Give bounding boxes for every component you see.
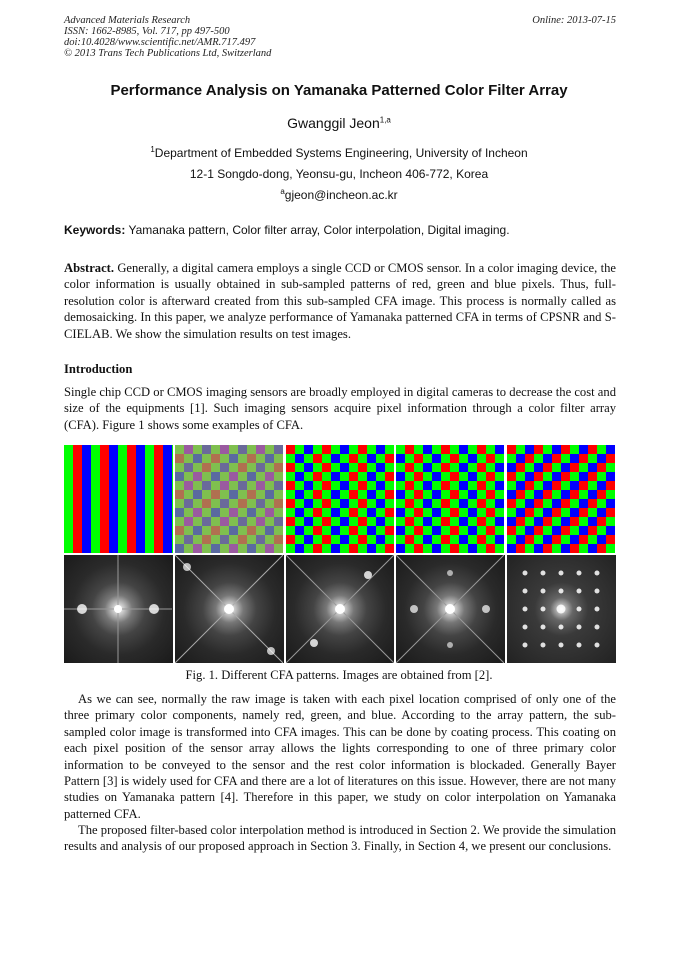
introduction-heading: Introduction — [64, 362, 133, 376]
affiliation-dept — [0, 146, 678, 160]
issn-line: ISSN: 1662-8985, Vol. 717, pp 497-500 — [64, 26, 230, 37]
keywords-label: Keywords: — [64, 223, 126, 237]
fft-spectrum-3 — [286, 555, 395, 663]
journal-header — [64, 15, 616, 59]
intro-paragraph-1: Single chip CCD or CMOS imaging sensors are broadly employed in digital cameras to decrease the cost and size of the equipments [1]. Such imaging sensors acquire pixel information through a color filter array (CFA). Figure 1 shows some examples of CFA. — [64, 385, 616, 432]
author — [0, 115, 678, 131]
fft-spectrum-2 — [175, 555, 284, 663]
abstract-paragraph — [64, 260, 616, 342]
cfa-diagonal-stripe-pattern — [507, 445, 616, 553]
online-date: Online: 2013-07-15 — [532, 15, 616, 26]
keywords — [64, 223, 616, 237]
figure-1 — [64, 445, 616, 661]
intro-paragraph-3: The proposed filter-based color interpolation method is introduced in Section 2. We provide the simulation results and analysis of our proposed approach in Section 3. Finally, in Section 4, we present our conclusions. — [64, 823, 616, 854]
keywords-text: Yamanaka pattern, Color filter array, Color interpolation, Digital imaging. — [128, 223, 510, 237]
abstract-text: Generally, a digital camera employs a single CCD or CMOS sensor. In a color imaging device, the color information is usually obtained in sub-sampled patterns of red, green and blue pixels. Thus, full-resolution color is afterward created from this sub-sampled CFA image. This process is normally called as demosaicking. In this paper, we analyze performance of Yamanaka patterned CFA in terms of CPSNR and S-CIELAB. We show the simulation results on test images. — [64, 261, 616, 341]
journal-name: Advanced Materials Research — [64, 15, 191, 26]
copyright-line: © 2013 Trans Tech Publications Ltd, Switzerland — [64, 48, 272, 59]
email-text: gjeon@incheon.ac.kr — [284, 188, 398, 202]
fft-spectrum-5 — [507, 555, 616, 663]
affiliation-sup: 1 — [150, 145, 155, 154]
figure-caption: Fig. 1. Different CFA patterns. Images are obtained from [2]. — [185, 668, 493, 682]
fft-spectrum-4 — [396, 555, 505, 663]
cfa-stripe-pattern — [64, 445, 173, 553]
cfa-diagonal-pattern — [175, 445, 284, 553]
affiliation-address: 12-1 Songdo-dong, Yeonsu-gu, Incheon 406-772, Korea — [189, 167, 489, 181]
cfa-bayer-pattern — [286, 445, 395, 553]
paper-title: Performance Analysis on Yamanaka Patterned Color Filter Array — [110, 82, 568, 99]
email-sup: a — [280, 187, 285, 196]
author-name: Gwanggil Jeon — [287, 115, 380, 131]
abstract-label: Abstract. — [64, 261, 115, 275]
fft-spectrum-1 — [64, 555, 173, 663]
affiliation-line1: Department of Embedded Systems Engineering, University of Incheon — [154, 146, 528, 160]
affiliation-email — [0, 188, 678, 202]
cfa-yamanaka-pattern — [396, 445, 505, 553]
doi-line: doi:10.4028/www.scientific.net/AMR.717.497 — [64, 37, 256, 48]
intro-paragraph-2: As we can see, normally the raw image is taken with each pixel location comprised of only one of the three primary color components, namely red, green, and blue. According to the array pattern, the sub-sampled color image is transformed into CFA images. This can be done by coating process. This coating on each pixel position of the sensor array allows the lights corresponding to one of three primary color information to be conveyed to the sensor and the rest color information is blockaded. Generally Bayer Pattern [3] is widely used for CFA and there are a lot of literatures on this issue. However, there are not many studies on Yamanaka pattern [4]. Therefore in this paper, we study on color interpolation on Yamanaka patterned CFA. — [64, 692, 616, 821]
author-sup: 1,a — [379, 115, 391, 125]
